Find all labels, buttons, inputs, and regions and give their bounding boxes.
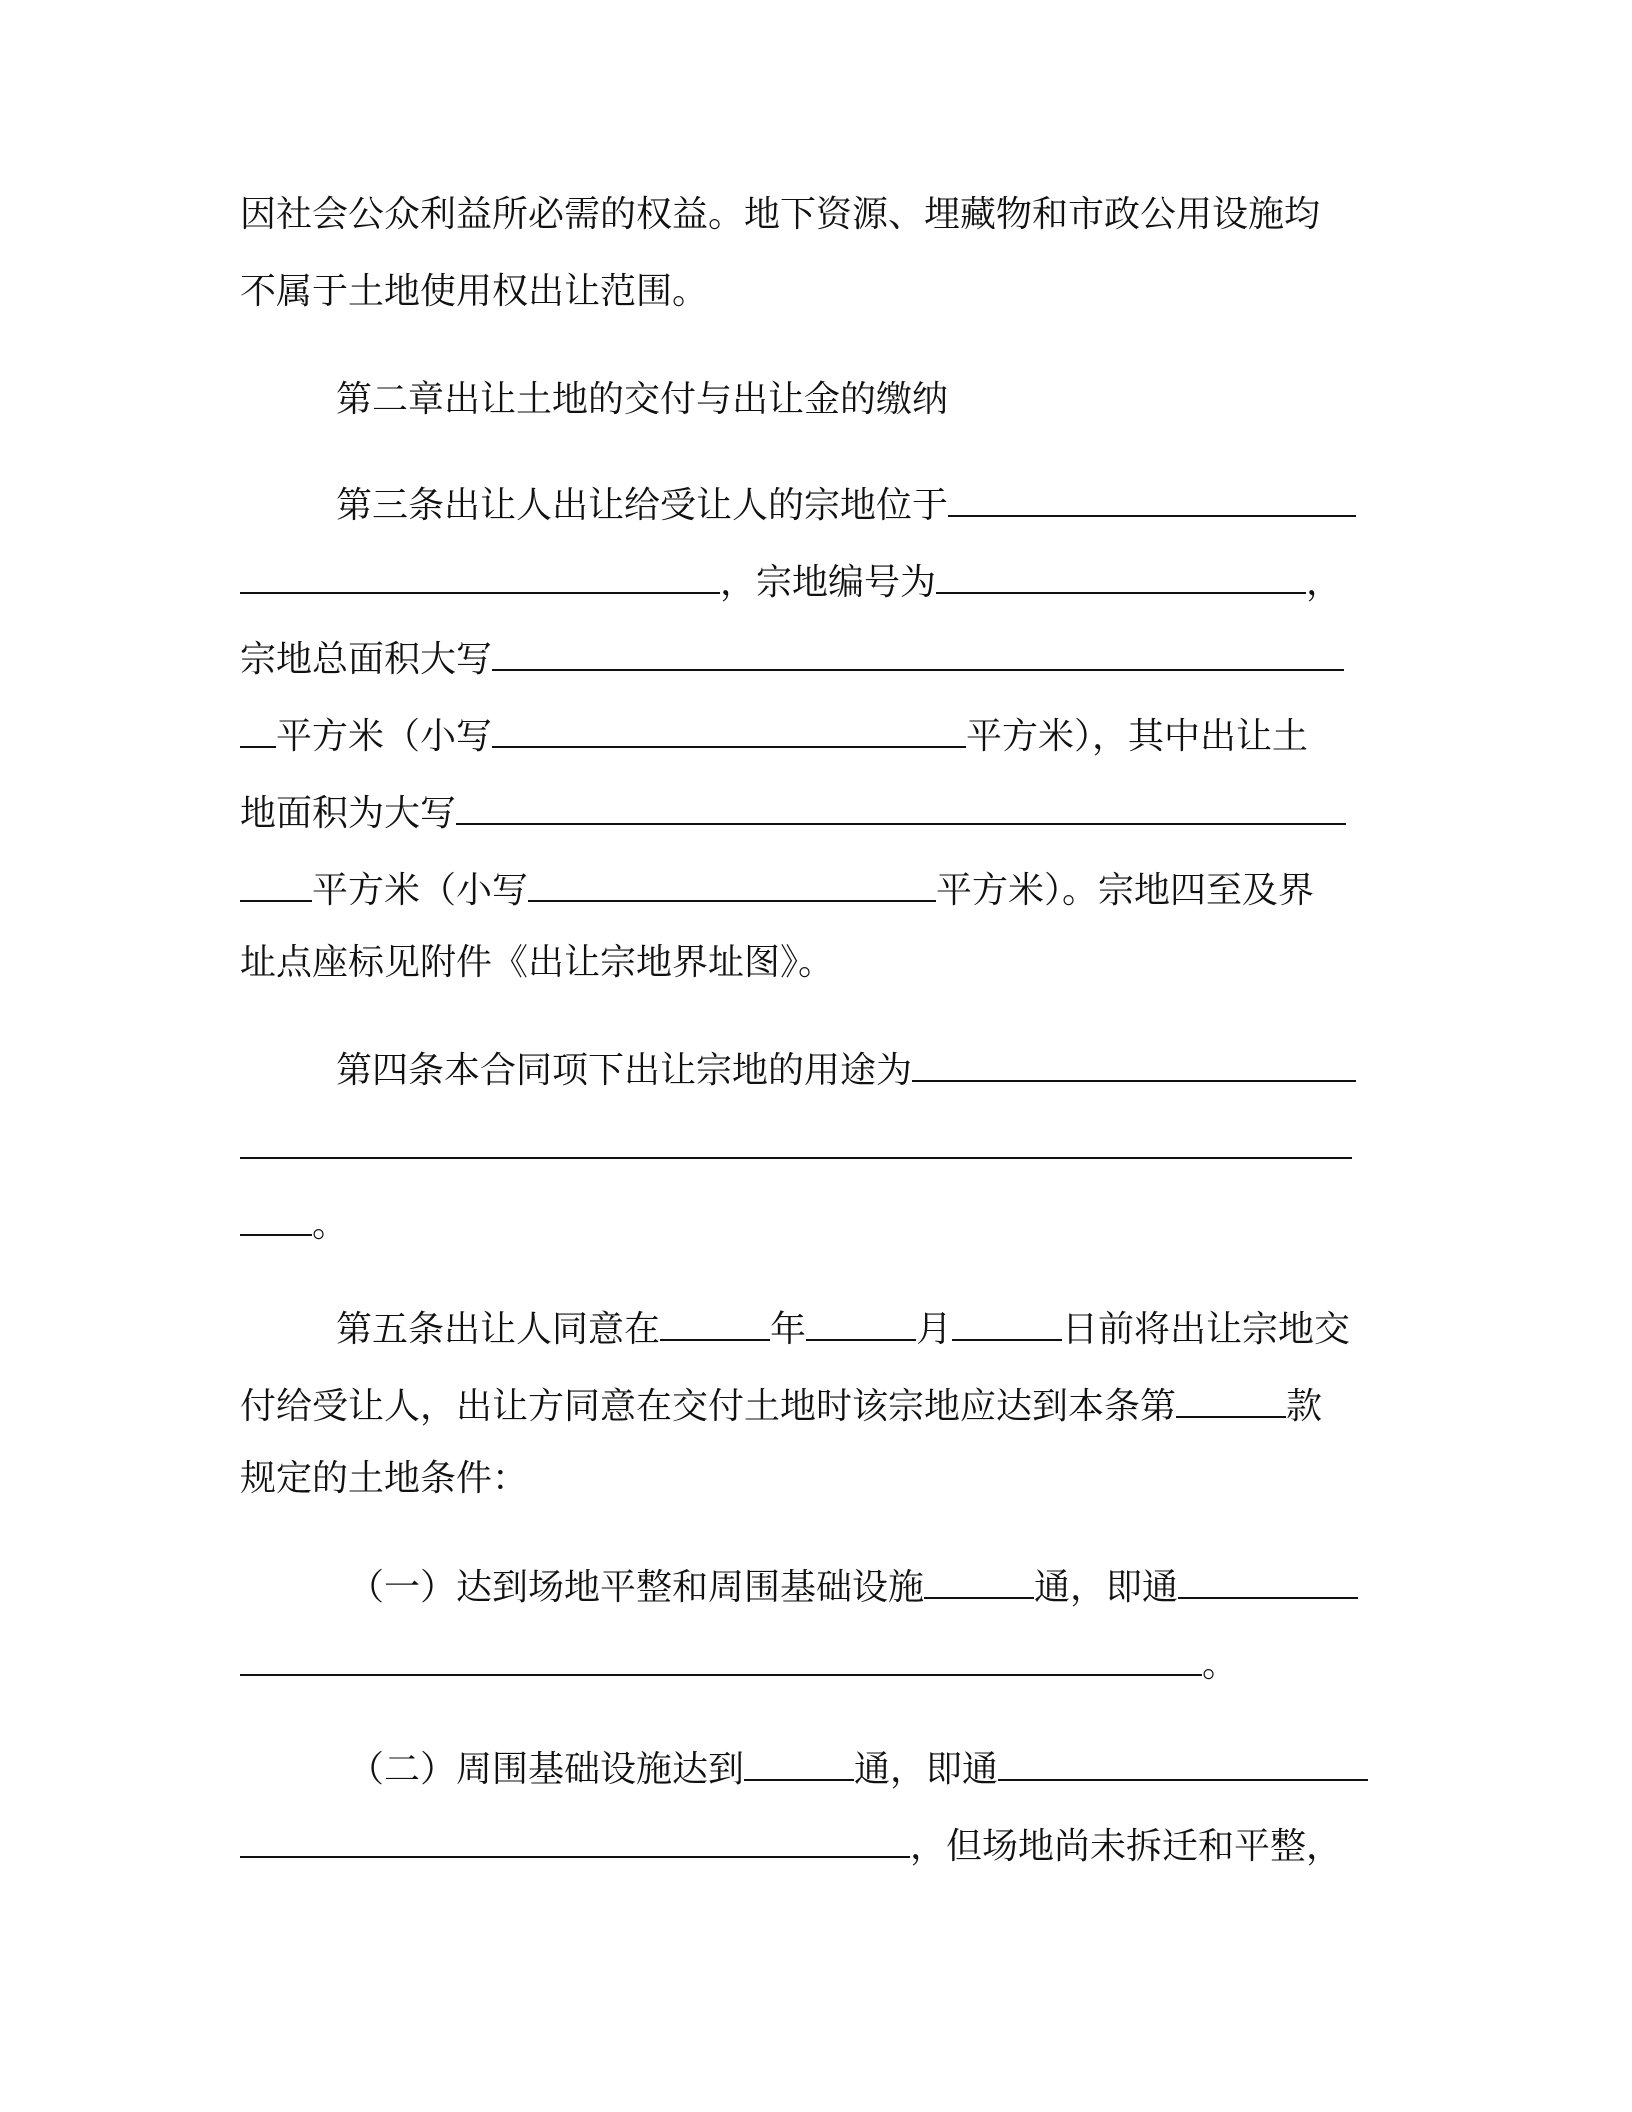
article3-line1 [336,471,1356,531]
text: 平方米（小写 [312,870,529,911]
text: 不属于土地使用权出让范围。 [240,271,709,312]
item1-line2 [240,1630,1238,1690]
fill-blank[interactable] [240,856,312,902]
text: 通，即通 [854,1749,999,1790]
text: ，但场地尚未拆迁和平整， [910,1826,1343,1867]
fill-blank[interactable] [924,1553,1034,1599]
article5-line1 [336,1295,1350,1355]
item1-line1 [348,1553,1358,1613]
text: 址点座标见附件《出让宗地界址图》。 [240,942,835,983]
article3-line3 [240,625,1344,685]
text: 日前将出让宗地交 [1062,1309,1351,1350]
article4-line3 [240,1190,348,1250]
text: 宗地总面积大写 [240,639,493,680]
text: ，宗地编号为 [720,562,937,603]
fill-blank[interactable] [806,1295,916,1341]
fill-blank[interactable] [998,1735,1368,1781]
chapter2-title: 第二章出让土地的交付与出让金的缴纳 [336,379,949,420]
text: 第四条本合同项下出让宗地的用途为 [336,1050,913,1091]
article3-line4 [240,702,1308,762]
text: ， [1306,562,1343,603]
article5-line2 [240,1372,1322,1432]
text: 地面积为大写 [240,793,457,834]
fill-blank[interactable] [240,1630,1202,1676]
item2-line2 [240,1812,1342,1872]
text: 年 [770,1309,807,1350]
text: 付给受让人，出让方同意在交付土地时该宗地应达到本条第 [240,1386,1177,1427]
article3-line7 [240,933,834,993]
article5-line3 [240,1449,528,1509]
text: 平方米（小写 [276,716,493,757]
fill-blank[interactable] [660,1295,770,1341]
fill-blank[interactable] [1176,1372,1286,1418]
article4-line1 [336,1036,1356,1096]
text: 款 [1286,1386,1323,1427]
text: 平方米）。宗地四至及界 [936,870,1315,911]
fill-blank[interactable] [240,1113,1352,1159]
text: 因社会公众利益所必需的权益。地下资源、埋藏物和市政公用设施均 [240,194,1321,235]
paragraph-line [240,262,708,322]
text: （一）达到场地平整和周围基础设施 [348,1567,925,1608]
paragraph-line [240,185,1320,245]
item2-line1 [348,1735,1368,1795]
text: 平方米），其中出让土 [966,716,1309,757]
fill-blank[interactable] [744,1735,854,1781]
text: 规定的土地条件： [240,1458,529,1499]
fill-blank[interactable] [528,856,936,902]
fill-blank[interactable] [240,1812,910,1858]
text: 通，即通 [1034,1567,1179,1608]
fill-blank[interactable] [948,471,1356,517]
article3-line2 [240,548,1342,608]
text: 。 [1202,1644,1239,1685]
text: （二）周围基础设施达到 [348,1749,745,1790]
chapter-title [336,370,948,430]
text: 。 [312,1204,349,1245]
fill-blank[interactable] [456,779,1346,825]
fill-blank[interactable] [952,1295,1062,1341]
fill-blank[interactable] [1178,1553,1358,1599]
article3-line5 [240,779,1346,839]
article4-line2 [240,1113,1352,1173]
article3-line6 [240,856,1314,916]
fill-blank[interactable] [936,548,1306,594]
fill-blank[interactable] [492,702,966,748]
text: 月 [916,1309,953,1350]
text: 第三条出让人出让给受让人的宗地位于 [336,485,949,526]
fill-blank[interactable] [240,1190,312,1236]
fill-blank[interactable] [492,625,1344,671]
fill-blank[interactable] [912,1036,1356,1082]
text: 第五条出让人同意在 [336,1309,661,1350]
fill-blank[interactable] [240,548,720,594]
fill-blank[interactable] [240,702,276,748]
